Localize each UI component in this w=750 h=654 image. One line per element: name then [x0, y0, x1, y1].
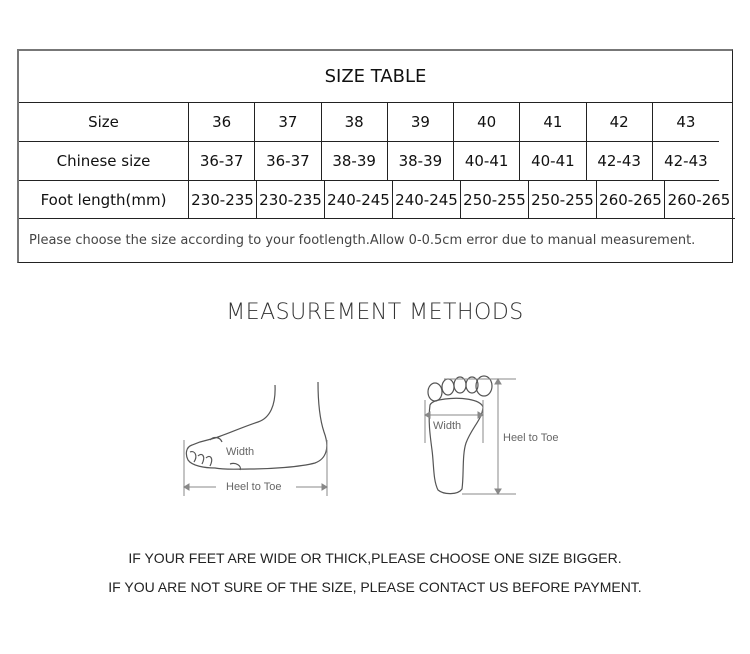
row-label: Foot length(mm) — [19, 181, 189, 218]
row-label: Chinese size — [19, 142, 189, 180]
table-cell: 230-235 — [257, 181, 325, 218]
foot-sole-view-diagram — [400, 365, 580, 505]
measurement-title: MEASUREMENT METHODS — [226, 300, 524, 325]
side-length-label: Heel to Toe — [226, 481, 282, 493]
table-cell: 38-39 — [388, 142, 454, 180]
foot-side-view-diagram — [170, 370, 350, 510]
table-cell: 250-255 — [529, 181, 597, 218]
notice-wide-feet: IF YOUR FEET ARE WIDE OR THICK,PLEASE CHOOSE ONE SIZE BIGGER. — [128, 550, 622, 566]
table-cell: 41 — [520, 102, 586, 141]
table-cell: 250-255 — [461, 181, 529, 218]
table-cell: 36-37 — [255, 142, 321, 180]
table-cell: 260-265 — [597, 181, 665, 218]
table-cell: 37 — [255, 102, 321, 141]
notice-contact-us: IF YOU ARE NOT SURE OF THE SIZE, PLEASE CONTACT US BEFORE PAYMENT. — [108, 579, 642, 595]
table-cell: 38-39 — [322, 142, 388, 180]
table-cell: 42 — [587, 102, 653, 141]
size-table-note: Please choose the size according to your footlength.Allow 0-0.5cm error due to manual measurement. — [29, 233, 696, 248]
table-cell: 260-265 — [667, 190, 731, 209]
table-cell: 42-43 — [664, 152, 708, 170]
sole-length-label: Heel to Toe — [503, 432, 559, 444]
table-cell: 40 — [454, 102, 520, 141]
row-label: Size — [19, 102, 189, 141]
table-cell: 40-41 — [520, 142, 586, 180]
size-table — [17, 49, 733, 263]
table-row-size — [19, 102, 719, 142]
table-cell: 230-235 — [189, 181, 257, 218]
table-row-chinese-size — [19, 142, 719, 181]
table-cell: 43 — [676, 112, 696, 131]
table-cell: 40-41 — [454, 142, 520, 180]
table-cell: 240-245 — [325, 181, 393, 218]
table-cell: 36 — [189, 102, 255, 141]
sole-width-label: Width — [433, 420, 462, 432]
table-row-foot-length — [19, 181, 735, 219]
side-width-label: Width — [226, 446, 255, 458]
size-table-title: SIZE TABLE — [19, 51, 732, 103]
table-cell: 240-245 — [393, 181, 461, 218]
table-cell: 42-43 — [587, 142, 653, 180]
table-cell: 39 — [388, 102, 454, 141]
table-cell: 36-37 — [189, 142, 255, 180]
table-cell: 38 — [322, 102, 388, 141]
